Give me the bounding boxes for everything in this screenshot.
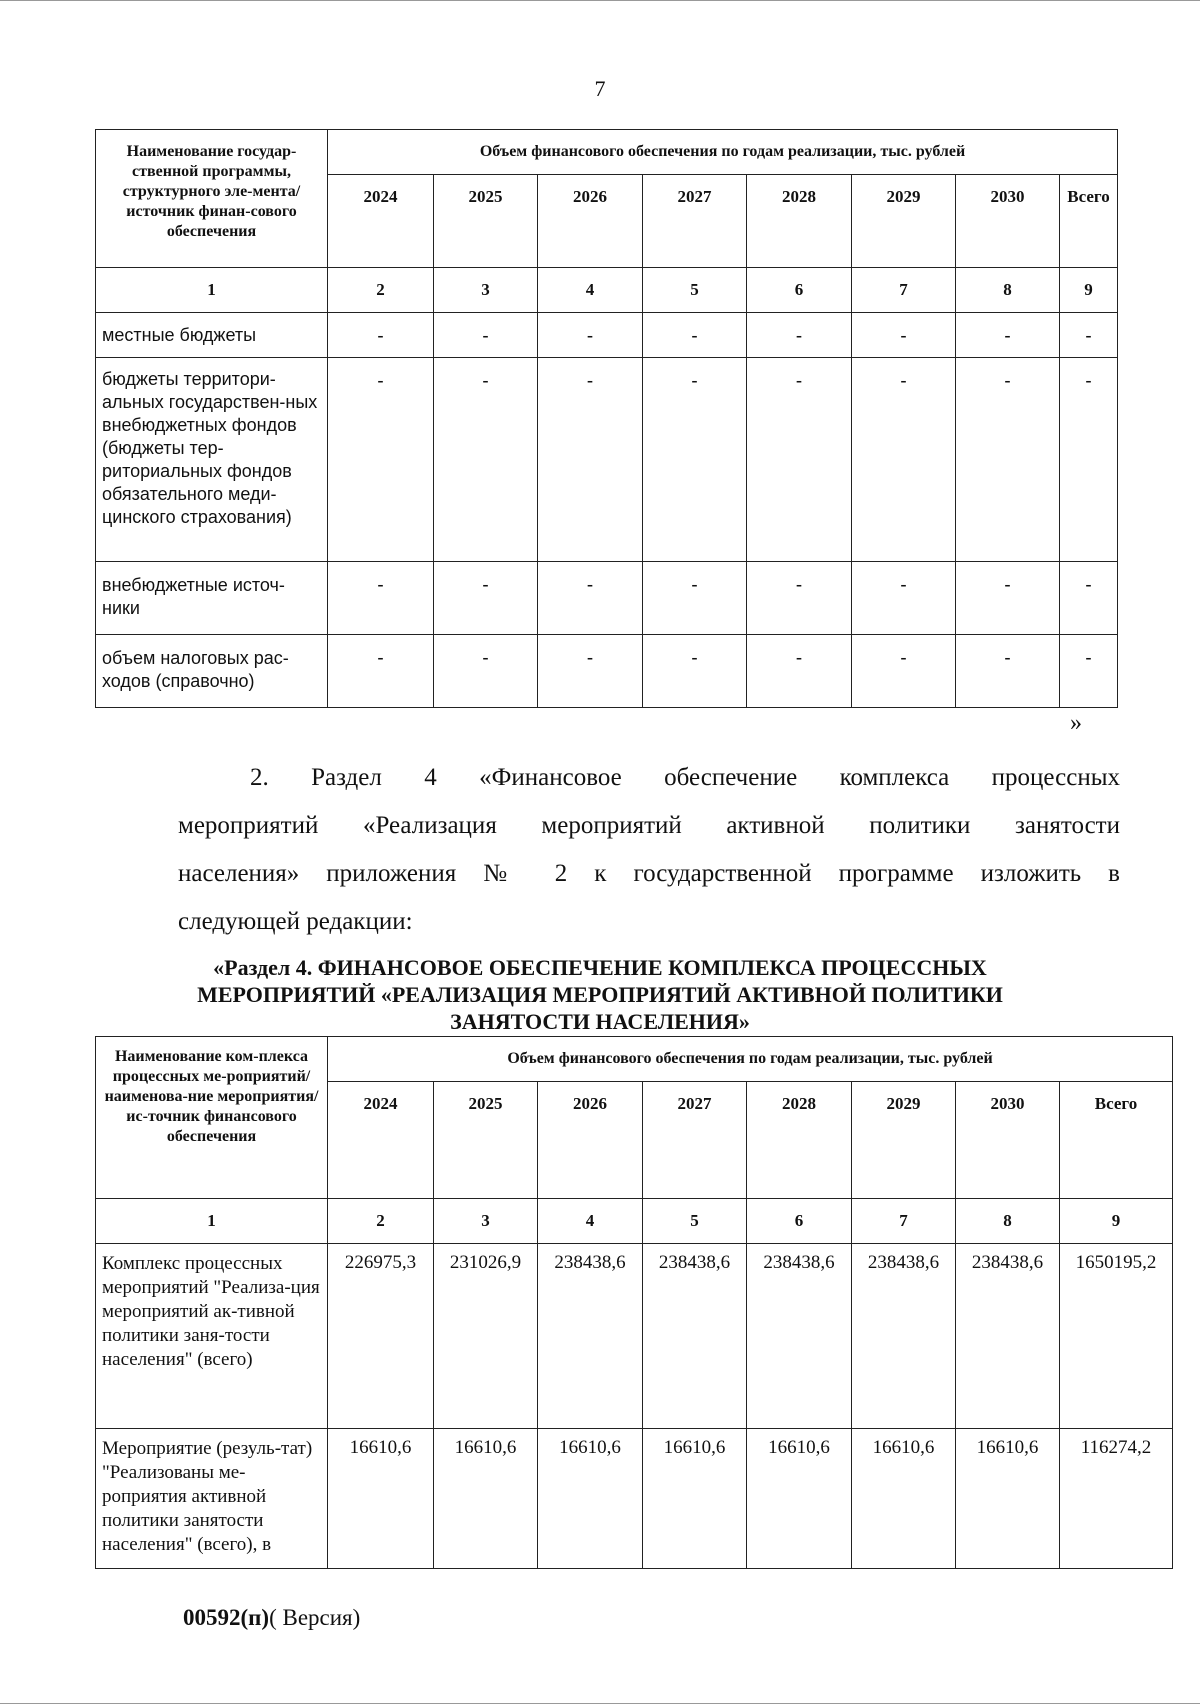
row-name: объем налоговых рас-ходов (справочно) [96,635,328,708]
cell-value: 226975,3 [328,1244,434,1429]
col-number: 4 [538,1199,643,1244]
document-version: ( Версия) [269,1605,361,1630]
cell-value: - [538,358,643,562]
cell-value: - [1060,313,1118,358]
col-number: 5 [643,1199,747,1244]
cell-value: - [956,635,1060,708]
cell-value: - [956,562,1060,635]
cell-value: 16610,6 [538,1429,643,1569]
year-header: 2025 [434,175,538,268]
cell-value: - [852,635,956,708]
table-row [96,635,1118,708]
paragraph-line: 2. Раздел 4 «Финансовое обеспечение комплекса процессных [250,764,1120,791]
header-name: Наименование ком-плекса процессных ме-роприятий/наименова-ние мероприятия/ис-точник финансового обеспечения [96,1037,328,1199]
document-code: 00592(п) [183,1605,270,1630]
col-number: 5 [643,268,747,313]
cell-value: - [538,313,643,358]
year-header: 2028 [747,1082,852,1199]
year-header: 2030 [956,1082,1060,1199]
row-name: внебюджетные источ-ники [96,562,328,635]
cell-value: - [643,562,747,635]
header-volume: Объем финансового обеспечения по годам реализации, тыс. рублей [328,1037,1173,1082]
col-number: 7 [852,1199,956,1244]
col-number: 9 [1060,1199,1173,1244]
col-number: 8 [956,268,1060,313]
cell-value: 16610,6 [328,1429,434,1569]
cell-value: - [434,313,538,358]
table-row [96,313,1118,358]
col-number: 1 [96,268,328,313]
cell-value: 16610,6 [434,1429,538,1569]
year-header: 2029 [852,1082,956,1199]
row-name: бюджеты территори-альных государствен-ных внебюджетных фондов (бюджеты тер-риториальных фондов обязательного меди-цинского страхования) [96,358,328,562]
cell-value: 238438,6 [643,1244,747,1429]
total-header: Всего [1060,1082,1173,1199]
header-volume: Объем финансового обеспечения по годам реализации, тыс. рублей [328,130,1118,175]
section-title [100,954,1100,1035]
col-number: 8 [956,1199,1060,1244]
year-header: 2028 [747,175,852,268]
year-header: 2026 [538,1082,643,1199]
col-number: 3 [434,1199,538,1244]
cell-value: - [1060,635,1118,708]
cell-value: 16610,6 [747,1429,852,1569]
cell-value: 238438,6 [747,1244,852,1429]
cell-value: - [643,313,747,358]
year-header: 2027 [643,1082,747,1199]
cell-value: - [434,635,538,708]
table-row [96,358,1118,562]
year-header: 2029 [852,175,956,268]
cell-value: - [956,313,1060,358]
header-name: Наименование государ-ственной программы, структурного эле-мента/источник финан-сового обеспечения [96,130,328,268]
closing-quote: » [1070,710,1082,736]
cell-value: - [434,562,538,635]
year-header: 2025 [434,1082,538,1199]
cell-value: - [852,358,956,562]
col-number: 6 [747,268,852,313]
cell-value: - [328,358,434,562]
cell-value: 16610,6 [643,1429,747,1569]
col-number: 9 [1060,268,1118,313]
financing-table-2 [95,1036,1173,1569]
cell-value: - [538,635,643,708]
cell-value: - [328,635,434,708]
year-header: 2026 [538,175,643,268]
row-name: местные бюджеты [96,313,328,358]
col-number: 6 [747,1199,852,1244]
cell-value: - [852,313,956,358]
section-title-line: ЗАНЯТОСТИ НАСЕЛЕНИЯ» [450,1009,750,1034]
cell-value: - [747,358,852,562]
cell-value: 231026,9 [434,1244,538,1429]
cell-value: - [434,358,538,562]
paragraph-line: следующей редакции: [178,908,413,935]
cell-value: - [852,562,956,635]
section-title-line: «Раздел 4. ФИНАНСОВОЕ ОБЕСПЕЧЕНИЕ КОМПЛЕКСА ПРОЦЕССНЫХ [213,955,987,980]
cell-value: - [747,635,852,708]
paragraph-line: населения» приложения № 2 к государственной программе изложить в [178,860,1120,887]
cell-value: - [643,358,747,562]
cell-value: 16610,6 [956,1429,1060,1569]
page-number: 7 [594,76,606,101]
col-number: 4 [538,268,643,313]
section-title-line: МЕРОПРИЯТИЙ «РЕАЛИЗАЦИЯ МЕРОПРИЯТИЙ АКТИВНОЙ ПОЛИТИКИ [197,982,1003,1007]
table-row [96,1244,1173,1429]
cell-value: - [956,358,1060,562]
cell-value: - [643,635,747,708]
cell-value: 116274,2 [1060,1429,1173,1569]
year-header: 2027 [643,175,747,268]
paragraph-line: мероприятий «Реализация мероприятий активной политики занятости [178,812,1120,839]
cell-value: 16610,6 [852,1429,956,1569]
cell-value: 238438,6 [956,1244,1060,1429]
amendment-paragraph [178,754,1120,946]
row-name: Мероприятие (резуль-тат) "Реализованы ме-роприятия активной политики занятости населения" (всего), в [96,1429,328,1569]
cell-value: 238438,6 [852,1244,956,1429]
document-footer [183,1605,360,1631]
col-number: 1 [96,1199,328,1244]
cell-value: - [747,562,852,635]
row-name: Комплекс процессных мероприятий "Реализа-ция мероприятий ак-тивной политики заня-тости населения" (всего) [96,1244,328,1429]
total-header: Всего [1060,175,1118,268]
cell-value: 1650195,2 [1060,1244,1173,1429]
table-row [96,562,1118,635]
cell-value: - [747,313,852,358]
col-number: 7 [852,268,956,313]
cell-value: - [538,562,643,635]
year-header: 2024 [328,1082,434,1199]
col-number: 3 [434,268,538,313]
cell-value: - [1060,358,1118,562]
col-number: 2 [328,268,434,313]
cell-value: - [328,313,434,358]
financing-table-1 [95,129,1118,708]
year-header: 2030 [956,175,1060,268]
cell-value: 238438,6 [538,1244,643,1429]
cell-value: - [1060,562,1118,635]
col-number: 2 [328,1199,434,1244]
year-header: 2024 [328,175,434,268]
cell-value: - [328,562,434,635]
table-row [96,1429,1173,1569]
